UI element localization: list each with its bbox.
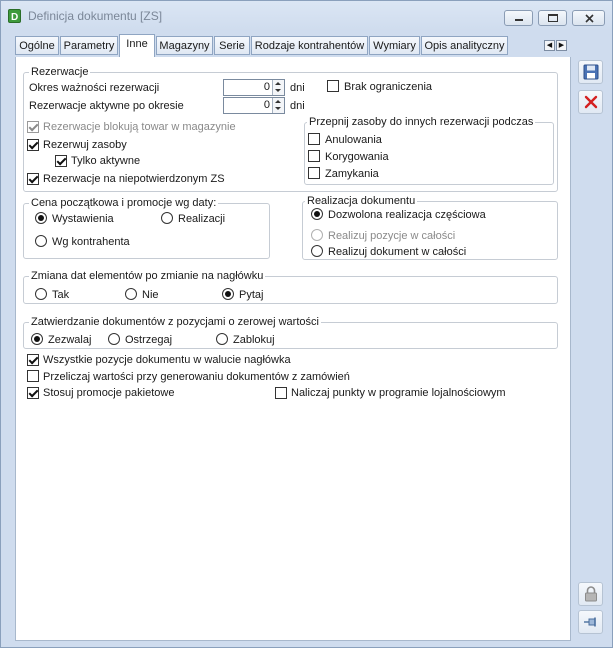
niepotwierdzone-label: Rezerwacje na niepotwierdzonym ZS	[43, 173, 225, 185]
svg-text:D: D	[11, 12, 19, 23]
blokuja-checkbox[interactable]	[27, 121, 39, 133]
okres-stepper[interactable]	[223, 79, 285, 96]
realizuj-pozycje-radio[interactable]	[311, 229, 323, 241]
save-icon	[583, 64, 599, 80]
stosuj-promocje-label: Stosuj promocje pakietowe	[43, 387, 175, 399]
zezwalaj-label: Zezwalaj	[48, 334, 92, 346]
wystawienia-label: Wystawienia	[52, 213, 114, 225]
close-icon	[585, 14, 594, 23]
niepotwierdzone-checkbox[interactable]	[27, 173, 39, 185]
ostrzegaj-label: Ostrzegaj	[125, 334, 173, 346]
zamykania-checkbox[interactable]	[308, 167, 320, 179]
zatwierdzanie-title: Zatwierdzanie dokumentów z pozycjami o zerowej wartości	[31, 316, 319, 328]
zablokuj-radio[interactable]	[216, 333, 228, 345]
lock-icon	[584, 586, 598, 602]
tab-parametry[interactable]: Parametry	[60, 36, 118, 55]
waluta-checkbox[interactable]	[27, 354, 39, 366]
tylko-aktywne-checkbox[interactable]	[55, 155, 67, 167]
zezwalaj-radio[interactable]	[31, 333, 43, 345]
przeliczaj-checkbox[interactable]	[27, 370, 39, 382]
korygowania-checkbox[interactable]	[308, 150, 320, 162]
cena-group	[23, 203, 270, 259]
zmiana-pytaj-label: Pytaj	[239, 289, 264, 301]
pin-button[interactable]	[578, 610, 603, 634]
okres-label: Okres ważności rezerwacji	[29, 82, 160, 94]
lock-button[interactable]	[578, 582, 603, 606]
naliczaj-punkty-checkbox[interactable]	[275, 387, 287, 399]
zmiana-pytaj-radio[interactable]	[222, 288, 234, 300]
okres-unit: dni	[290, 82, 305, 94]
tab-inne[interactable]: Inne	[119, 34, 155, 57]
spin-arrows-icon[interactable]	[272, 80, 284, 95]
arrow-left-icon: ◀	[546, 42, 553, 49]
realizuj-dokument-label: Realizuj dokument w całości	[328, 246, 467, 258]
pin-icon	[583, 615, 599, 629]
realizuj-pozycje-label: Realizuj pozycje w całości	[328, 230, 456, 242]
tab-rodzaje-kontrahentow[interactable]: Rodzaje kontrahentów	[251, 36, 368, 55]
zmiana-dat-title: Zmiana dat elementów po zmianie na nagłówku	[31, 270, 264, 282]
realizacja-title: Realizacja dokumentu	[307, 195, 416, 207]
minimize-button[interactable]	[504, 10, 533, 26]
zablokuj-label: Zablokuj	[233, 334, 275, 346]
aktywne-unit: dni	[290, 100, 305, 112]
tab-ogolne[interactable]: Ogólne	[15, 36, 59, 55]
brak-ograniczenia-label: Brak ograniczenia	[344, 81, 433, 93]
ostrzegaj-radio[interactable]	[108, 333, 120, 345]
tab-magazyny[interactable]: Magazyny	[156, 36, 213, 55]
wg-kontrahenta-label: Wg kontrahenta	[52, 236, 130, 248]
waluta-label: Wszystkie pozycje dokumentu w walucie nagłówka	[43, 354, 291, 366]
arrow-right-icon: ▶	[558, 42, 565, 49]
red-x-icon	[584, 95, 598, 109]
maximize-icon	[548, 14, 558, 22]
cancel-button[interactable]	[578, 90, 603, 114]
zmiana-tak-radio[interactable]	[35, 288, 47, 300]
maximize-button[interactable]	[538, 10, 567, 26]
zmiana-nie-radio[interactable]	[125, 288, 137, 300]
dozwolona-radio[interactable]	[311, 208, 323, 220]
przeliczaj-label: Przeliczaj wartości przy generowaniu dokumentów z zamówień	[43, 371, 350, 383]
rezerwacje-title: Rezerwacje	[31, 66, 89, 78]
zmiana-tak-label: Tak	[52, 289, 70, 301]
tab-scroll-right-button[interactable]	[556, 40, 567, 51]
tab-wymiary[interactable]: Wymiary	[369, 36, 420, 55]
brak-ograniczenia-checkbox[interactable]	[327, 80, 339, 92]
close-window-button[interactable]	[572, 10, 605, 26]
okres-value: 0	[263, 81, 270, 93]
anulowania-label: Anulowania	[325, 134, 382, 146]
rezerwuj-label: Rezerwuj zasoby	[43, 139, 127, 151]
zmiana-nie-label: Nie	[142, 289, 159, 301]
aktywne-value: 0	[263, 99, 270, 111]
tab-serie[interactable]: Serie	[214, 36, 250, 55]
title-bar[interactable]	[1, 1, 612, 31]
blokuja-label: Rezerwacje blokują towar w magazynie	[43, 121, 236, 133]
rezerwuj-checkbox[interactable]	[27, 139, 39, 151]
korygowania-label: Korygowania	[325, 151, 389, 163]
anulowania-checkbox[interactable]	[308, 133, 320, 145]
przepnij-title: Przepnij zasoby do innych rezerwacji podczas	[309, 116, 534, 128]
tylko-aktywne-label: Tylko aktywne	[71, 155, 141, 167]
app-icon	[8, 9, 21, 23]
cena-title: Cena początkowa i promocje wg daty:	[31, 197, 217, 209]
aktywne-label: Rezerwacje aktywne po okresie	[29, 100, 184, 112]
window-title: Definicja dokumentu [ZS]	[28, 9, 163, 23]
naliczaj-punkty-label: Naliczaj punkty w programie lojalnościowym	[291, 387, 506, 399]
tab-opis-analityczny[interactable]: Opis analityczny	[421, 36, 508, 55]
stosuj-promocje-checkbox[interactable]	[27, 387, 39, 399]
minimize-icon	[515, 19, 523, 21]
realizacji-radio[interactable]	[161, 212, 173, 224]
realizuj-dokument-radio[interactable]	[311, 245, 323, 257]
zamykania-label: Zamykania	[325, 168, 379, 180]
wg-kontrahenta-radio[interactable]	[35, 235, 47, 247]
realizacji-label: Realizacji	[178, 213, 226, 225]
aktywne-stepper[interactable]	[223, 97, 285, 114]
dozwolona-label: Dozwolona realizacja częściowa	[328, 209, 486, 221]
spin-arrows-icon[interactable]	[272, 98, 284, 113]
tab-scroll-left-button[interactable]	[544, 40, 555, 51]
save-button[interactable]	[578, 60, 603, 84]
wystawienia-radio[interactable]	[35, 212, 47, 224]
